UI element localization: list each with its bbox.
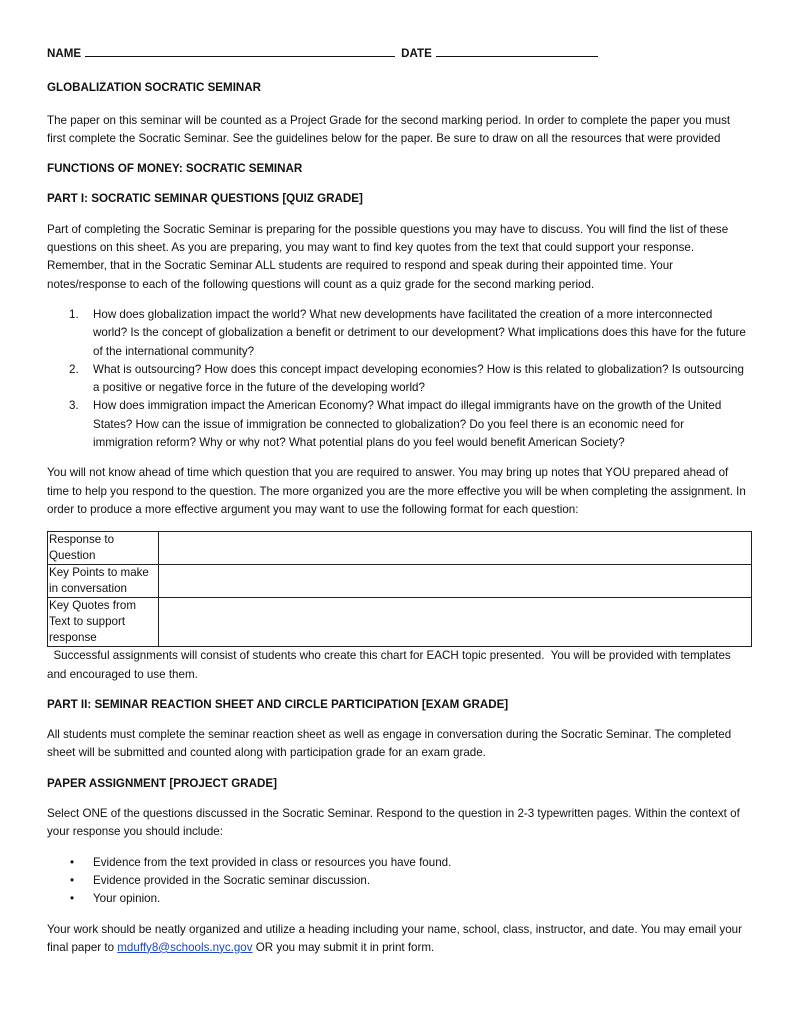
- requirements-list: [47, 854, 747, 909]
- name-field-line[interactable]: [85, 44, 395, 57]
- email-link[interactable]: mduffy8@schools.nyc.gov: [117, 940, 253, 954]
- question-text: How does globalization impact the world? What new developments have facilitated the creation of a more interconnected world? Is the concept of globalization a benefit or detriment to our development? What implications does this have for the future of the international community?: [93, 307, 746, 358]
- functions-heading: FUNCTIONS OF MONEY: SOCRATIC SEMINAR: [47, 162, 303, 176]
- list-item: [47, 854, 747, 872]
- paper-paragraph: Select ONE of the questions discussed in the Socratic Seminar. Respond to the question in 2-3 typewritten pages. Within the context of your response you should include:: [47, 807, 740, 839]
- table-row: [48, 565, 752, 598]
- list-item: [47, 890, 747, 908]
- name-date-line: [47, 44, 747, 63]
- bullet-icon: •: [70, 855, 75, 869]
- closing-text-after: OR you may submit it in print form.: [252, 940, 435, 954]
- response-format-table: [47, 531, 752, 647]
- table-row-label: Response to Question: [48, 532, 159, 565]
- list-item-text: Evidence from the text provided in class or resources you have found.: [93, 855, 452, 869]
- name-label: NAME: [47, 47, 82, 60]
- table-row-blank: [159, 532, 752, 565]
- table-row-label: Key Points to make in conversation: [48, 565, 159, 598]
- table-row: [48, 532, 752, 565]
- part1-after-paragraph: You will not know ahead of time which question that you are required to answer. You may bring up notes that YOU prepared ahead of time to help you respond to the question. The more organized you are the more effective you will be when completing the assignment. In order to produce a more effective argument you may want to use the following format for each question:: [47, 466, 746, 516]
- list-item-text: Your opinion.: [93, 892, 161, 906]
- part1-heading: PART I: SOCRATIC SEMINAR QUESTIONS [QUIZ GRADE]: [47, 192, 363, 206]
- question-text: What is outsourcing? How does this concept impact developing economies? How is this related to globalization? Is outsourcing a positive or negative force in the future of the developing world?: [93, 362, 744, 395]
- question-number: 2.: [69, 362, 79, 376]
- question-item: [47, 306, 747, 361]
- after-table-paragraph: Successful assignments will consist of students who create this chart for EACH topic presented. You will be provided with templates and encouraged to use them.: [47, 649, 734, 681]
- question-text: How does immigration impact the American Economy? What impact do illegal immigrants have on the growth of the United States? How can the issue of immigration be connected to globalization? Do you feel there is an economic need for immigration reform? Why or why not? What potential plans do you feel would benefit American Society?: [93, 399, 722, 450]
- part1-paragraph: Part of completing the Socratic Seminar is preparing for the possible questions you may have to discuss. You will find the list of these questions on this sheet. As you are preparing, you may want to find key quotes from the text that could support your response. Remember, that in the Socratic Seminar ALL students are required to respond and speak during their appointed time. Your notes/response to each of the following questions will count as a quiz grade for the second marking period.: [47, 222, 729, 291]
- question-item: [47, 361, 747, 398]
- question-number: 1.: [69, 307, 79, 321]
- part2-paragraph: All students must complete the seminar reaction sheet as well as engage in conversation during the Socratic Seminar. The completed sheet will be submitted and counted along with participation grade for an exam grade.: [47, 728, 732, 760]
- date-label: DATE: [401, 47, 432, 60]
- document-page: [47, 44, 747, 957]
- table-row-label: Key Quotes from Text to support response: [48, 598, 159, 647]
- part2-heading: PART II: SEMINAR REACTION SHEET AND CIRCLE PARTICIPATION [EXAM GRADE]: [47, 697, 509, 711]
- closing-text-before: Your work should be neatly organized and utilize a heading including your name, school, class, instructor, and date. You may email your final paper to: [47, 922, 742, 954]
- date-field-line[interactable]: [436, 44, 598, 57]
- list-item-text: Evidence provided in the Socratic seminar discussion.: [93, 873, 371, 887]
- bullet-icon: •: [70, 873, 75, 887]
- table-row-blank: [159, 565, 752, 598]
- document-title: GLOBALIZATION SOCRATIC SEMINAR: [47, 81, 262, 95]
- question-item: [47, 397, 747, 452]
- table-row-blank: [159, 598, 752, 647]
- closing-paragraph: [47, 921, 747, 958]
- question-number: 3.: [69, 399, 79, 413]
- paper-heading: PAPER ASSIGNMENT [PROJECT GRADE]: [47, 776, 277, 790]
- bullet-icon: •: [70, 892, 75, 906]
- intro-paragraph: The paper on this seminar will be counted as a Project Grade for the second marking period. In order to complete the paper you must first complete the Socratic Seminar. See the guidelines below for the paper. Be sure to draw on all the resources that were provided: [47, 113, 731, 145]
- question-list: [47, 306, 747, 452]
- table-row: [48, 598, 752, 647]
- list-item: [47, 872, 747, 890]
